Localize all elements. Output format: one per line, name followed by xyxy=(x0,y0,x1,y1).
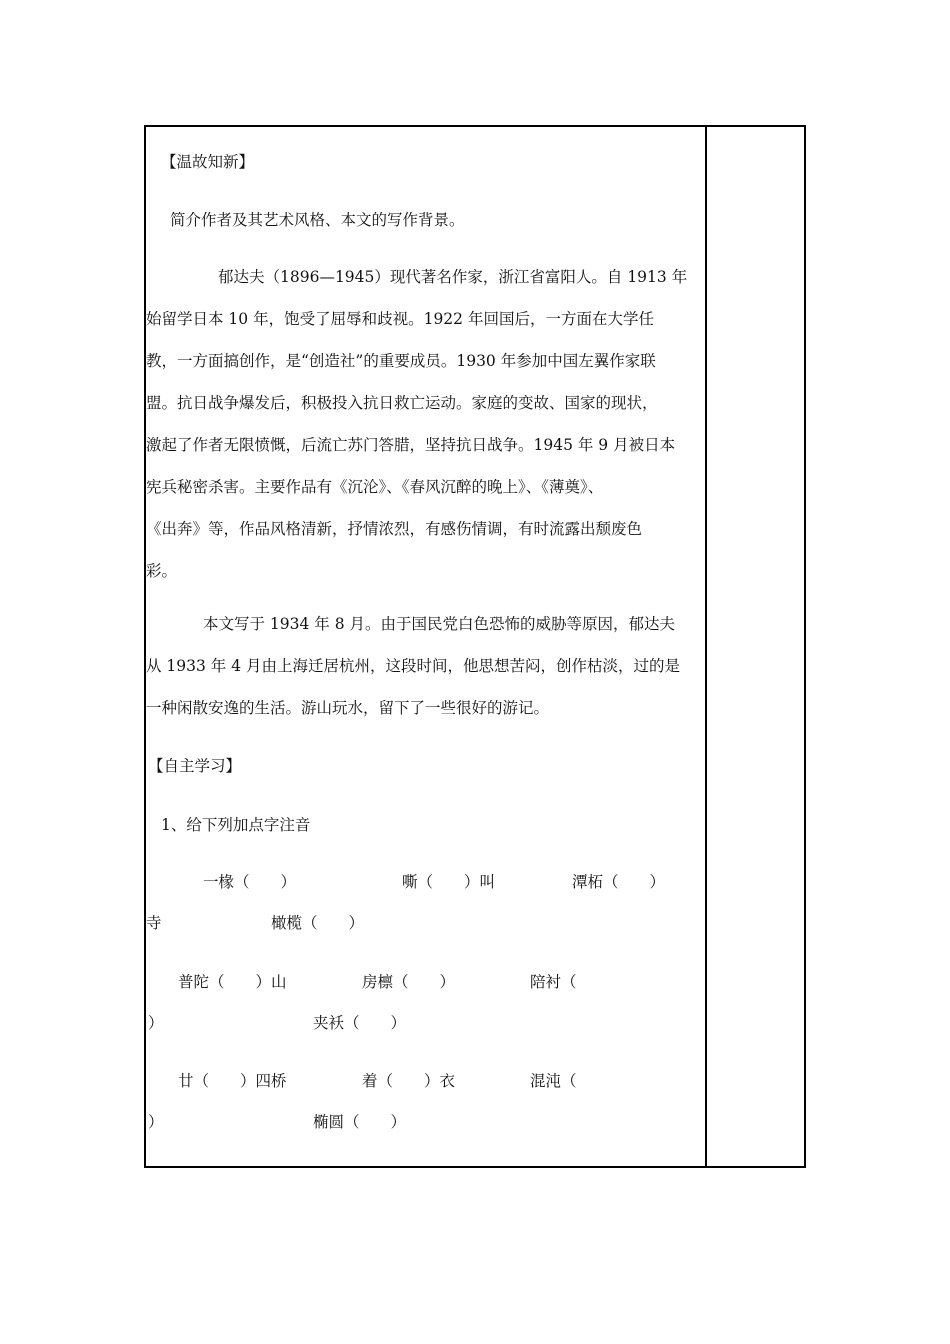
review-intro: 简介作者及其艺术风格、本文的写作背景。 xyxy=(170,211,465,229)
author-line: 盟。抗日战争爆发后，积极投入抗日救亡运动。家庭的变故、国家的现状， xyxy=(146,394,658,412)
background-line: 从 1933 年 4 月由上海迁居杭州，这段时间，他思想苦闷，创作枯淡，过的是 xyxy=(146,657,681,675)
margin-bar xyxy=(144,612,146,634)
pinyin-item: 橄榄（ ） xyxy=(271,914,365,932)
review-heading: 【温故知新】 xyxy=(161,153,255,171)
pinyin-item: ） xyxy=(148,1014,164,1032)
author-line: 郁达夫（1896—1945）现代著名作家，浙江省富阳人。自 1913 年 xyxy=(218,268,688,286)
background-line: 本文写于 1934 年 8 月。由于国民党白色恐怖的威胁等原因，郁达夫 xyxy=(203,615,676,633)
pinyin-item: 嘶（ ）叫 xyxy=(402,873,496,891)
column-divider xyxy=(705,127,707,1166)
pinyin-item: 房檩（ ） xyxy=(362,973,456,991)
pinyin-item: 着（ ）衣 xyxy=(362,1072,456,1090)
pinyin-item: ） xyxy=(148,1113,164,1131)
pinyin-item: 廿（ ）四桥 xyxy=(178,1072,287,1090)
pinyin-item: 夹袄（ ） xyxy=(313,1014,407,1032)
author-line: 始留学日本 10 年，饱受了屈辱和歧视。1922 年回国后，一方面在大学任 xyxy=(146,310,654,328)
background-line: 一种闲散安逸的生活。游山玩水，留下了一些很好的游记。 xyxy=(146,699,550,717)
author-line: 《出奔》等，作品风格清新，抒情浓烈，有感伤情调，有时流露出颓废色 xyxy=(146,520,643,538)
pinyin-item: 陪衬（ xyxy=(530,973,577,991)
margin-bar xyxy=(144,266,146,288)
pinyin-item: 一椽（ ） xyxy=(203,873,297,891)
pinyin-item: 混沌（ xyxy=(530,1072,577,1090)
author-line: 激起了作者无限愤慨，后流亡苏门答腊，坚持抗日战争。1945 年 9 月被日本 xyxy=(146,436,676,454)
question-1: 1、给下列加点字注音 xyxy=(161,816,311,834)
pinyin-item: 椭圆（ ） xyxy=(313,1113,407,1131)
author-line: 彩。 xyxy=(146,562,178,580)
pinyin-item: 潭柘（ ） xyxy=(572,873,666,891)
pinyin-item: 普陀（ ）山 xyxy=(178,973,287,991)
author-line: 教，一方面搞创作，是“创造社”的重要成员。1930 年参加中国左翼作家联 xyxy=(146,352,656,370)
margin-bar xyxy=(144,210,146,230)
author-line: 宪兵秘密杀害。主要作品有《沉沦》、《春风沉醉的晚上》、《薄奠》、 xyxy=(146,478,604,496)
self-study-heading: 【自主学习】 xyxy=(148,757,242,775)
pinyin-item: 寺 xyxy=(146,914,162,932)
